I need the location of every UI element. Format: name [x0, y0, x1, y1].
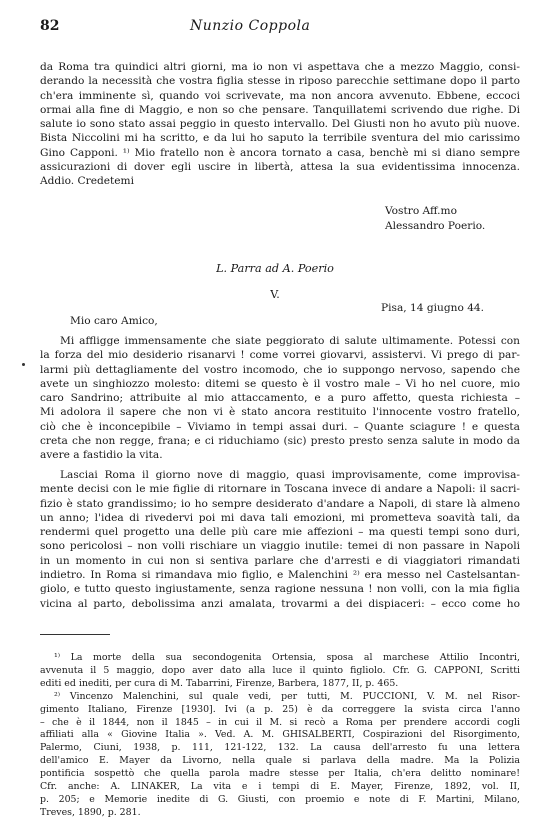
text-line: ormai alla fine di Maggio, e non so che pensare. Tanquillatemi scrivendo due righe. Di	[40, 103, 520, 116]
text-line: Addio. Credetemi	[40, 175, 134, 188]
text-line: Gino Capponi. ¹⁾ Mio fratello non è ancora tornato a casa, benchè mi si diano sempre	[40, 146, 520, 159]
text-line: la forza del mio desiderio risanarvi ! come vorrei giovarvi, assistervi. Vi prego di par-	[40, 349, 520, 362]
letter-title: L. Parra ad A. Poerio	[216, 262, 334, 275]
footnote-line: Palermo, Ciuni, 1938, p. 111, 121-122, 132. La causa dell'arresto fu una lettera	[40, 742, 520, 754]
letter-number: V.	[270, 288, 280, 301]
footnote-line: p. 205; e Memorie inedite di G. Giusti, con proemio e note di F. Martini, Milano,	[40, 793, 520, 805]
text-line: vicina al parto, debolissima anzi amalata, trovarmi a dei dispiaceri: – ecco come ho	[40, 597, 520, 610]
text-line: avere a fastidio la vita.	[40, 449, 163, 462]
letter-closing: Vostro Aff.mo	[385, 205, 457, 217]
paragraph	[40, 468, 520, 611]
letter-end-text	[40, 60, 520, 189]
footnote-line: – che è il 1844, non il 1845 – in cui il M. si recò a Roma per prendere accordi cogli	[40, 716, 520, 728]
text-line: Bista Niccolini mi ha scritto, e da lui ho saputo la terribile sventura del mio carissimo	[40, 132, 520, 145]
footnote-line: gimento Italiano, Firenze [1930]. Ivi (a p. 25) è da correggere la svista circa l'anno	[40, 703, 520, 715]
text-line: rendermi quel progetto una delle più care mie affezioni – ma questi tempi sono duri,	[40, 526, 520, 539]
footnote-line: pontificia sospettò che quella parola madre stesse per Italia, ch'era delitto nominare!	[40, 768, 520, 780]
text-line: Mi adolora il sapere che non vi è stato ancora restituito l'innocente vostro fratello,	[40, 406, 520, 419]
text-line: ch'era imminente sì, quando voi scrivevate, ma non ancora avvenuto. Ebbene, eccoci	[40, 89, 520, 102]
footnotes	[40, 652, 520, 820]
text-line: sono pericolosi – non volli rischiare un viaggio inutile: temei di non passare in Napoli	[40, 540, 520, 553]
footnote-line: editi ed inediti, per cura di M. Tabarrini, Firenze, Barbera, 1877, II, p. 465.	[40, 677, 399, 689]
letter-signature: Alessandro Poerio.	[385, 220, 486, 232]
text-line: derando la necessità che vostra figlia stesse in riposo parecchie settimane dopo il parto	[40, 75, 520, 88]
text-line: indietro. In Roma si rimandava mio figlio, e Malenchini ²⁾ era messo nel Castelsantan-	[40, 569, 520, 582]
footnote-line: affiliati alla « Giovine Italia ». Ved. A. M. GHISALBERTI, Cospirazioni del Risorgimento,	[40, 729, 520, 741]
running-head: Nunzio Coppola	[190, 18, 311, 34]
text-line: fizio è stato grandissimo; io ho sempre desiderato d'andare a Napoli, di stare là almeno	[40, 497, 520, 510]
footnote-line: dell'amico E. Mayer da Livorno, nella quale si parlava della madre. Ma la Polizia	[40, 755, 520, 767]
text-line: creta che non regge, frana; e ci riduchiamo (sic) presto presto senza salute in modo da	[40, 435, 520, 448]
text-line: mente decisi con le mie figlie di ritornare in Toscana invece di andare a Napoli: il sacri-	[40, 483, 520, 496]
footnote-line: Treves, 1890, p. 281.	[40, 806, 141, 818]
page-number: 82	[40, 18, 60, 34]
footnote-divider	[40, 634, 110, 635]
text-line: caro Sandrino; attribuite al mio attaccamento, e a puro affetto, questa richiesta –	[40, 392, 520, 405]
text-line: avete un singhiozzo molesto: ditemi se questo è il vostro male – Vi ho nel cuore, mio	[40, 377, 520, 390]
text-line: ciò che è inconcepibile – Viviamo in tempi assai duri. – Quante sciagure ! e questa	[40, 420, 520, 433]
place-date: Pisa, 14 giugno 44.	[381, 302, 485, 314]
paragraph	[40, 334, 520, 463]
text-line: Mi affligge immensamente che siate peggiorato di salute ultimamente. Potessi con	[60, 335, 520, 347]
text-line: Lasciai Roma il giorno nove di maggio, quasi improvisamente, come improvisa-	[60, 469, 520, 481]
footnote-line: Cfr. anche: A. LINAKER, La vita e i tempi di E. Mayer, Firenze, 1892, vol. II,	[40, 781, 520, 793]
text-line: assicurazioni di dover egli uscire in libertà, attesa la sua evidentissima innocenza.	[40, 161, 520, 174]
text-line: in un momento in cui non si sentiva parlare che d'arresti e di viaggiatori rimandati	[40, 554, 520, 567]
text-line: larmi più dettagliamente del vostro incomodo, che io suppongo nervoso, sapendo che	[40, 363, 520, 376]
footnote-line: ¹⁾ La morte della sua secondogenita Ortensia, sposa al marchese Attilio Incontri,	[54, 652, 520, 663]
salutation: Mio caro Amico,	[70, 315, 158, 327]
text-line: un anno; l'idea di rivedervi poi mi dava tali emozioni, mi prometteva soavità tali, da	[40, 511, 520, 524]
page-header	[40, 18, 520, 38]
footnote-line: avvenuta il 5 maggio, dopo aver dato alla luce il quinto figliolo. Cfr. G. CAPPONI, Scritti	[40, 664, 520, 676]
text-line: salute io sono stato assai peggio in questo intervallo. Del Giusti non ho avuto più nuove.	[40, 118, 520, 131]
footnote-line: ²⁾ Vincenzo Malenchini, sul quale vedi, per tutti, M. PUCCIONI, V. M. nel Risor-	[54, 690, 520, 702]
margin-mark	[22, 363, 25, 366]
text-line: da Roma tra quindici altri giorni, ma io non vi aspettava che a mezzo Maggio, consi-	[40, 61, 520, 73]
text-line: giolo, e tutto questo ingiustamente, senza ragione nessuna ! non volli, con la mia figlia	[40, 583, 520, 596]
